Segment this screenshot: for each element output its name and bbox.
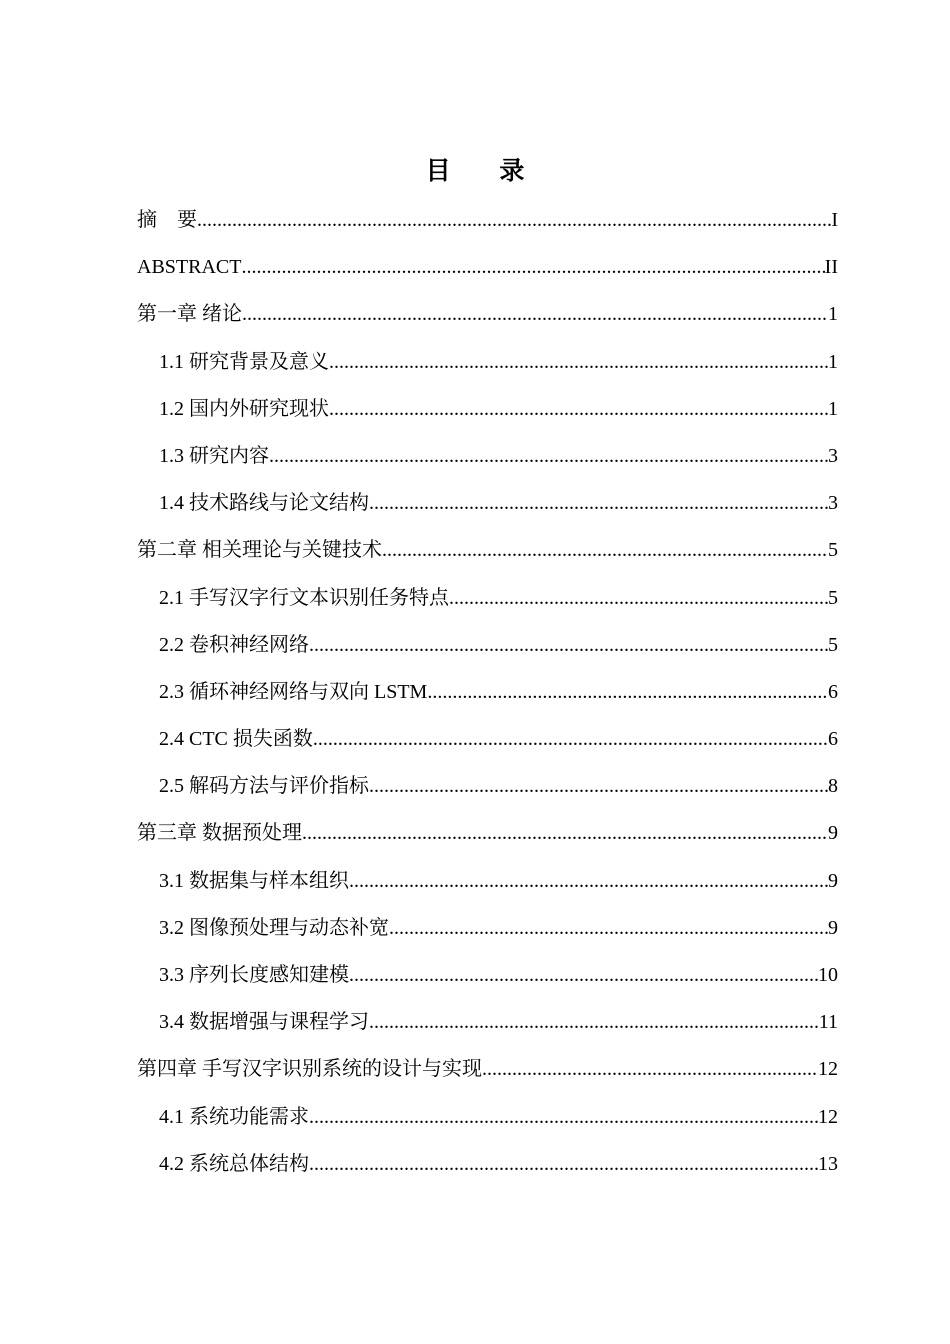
toc-entry-leader-dots (369, 999, 819, 1046)
toc-entry-leader-dots (369, 480, 828, 527)
toc-entry-leader-dots (329, 339, 828, 386)
toc-entry-page-number: 1 (828, 303, 838, 326)
toc-entry-page-number: 5 (828, 633, 838, 656)
toc-entry-label: 1.4 技术路线与论文结构 (159, 492, 369, 515)
toc-entry-leader-dots (389, 905, 828, 952)
toc-entry[interactable] (137, 1046, 838, 1093)
toc-entry-label: 第二章 相关理论与关键技术 (137, 539, 382, 562)
toc-entry-page-number: 9 (828, 869, 838, 892)
toc-entry-label: 2.4 CTC 损失函数 (159, 728, 313, 751)
toc-entry-leader-dots (309, 1141, 818, 1188)
toc-entry-label: 3.2 图像预处理与动态补宽 (159, 916, 389, 939)
toc-entry-page-number: 5 (828, 539, 838, 562)
toc-entry-leader-dots (242, 291, 828, 338)
toc-entry-label: 1.1 研究背景及意义 (159, 350, 329, 373)
toc-entry[interactable] (137, 575, 838, 622)
toc-entry-leader-dots (241, 244, 824, 291)
toc-entry-label: 2.2 卷积神经网络 (159, 633, 309, 656)
toc-entry-page-number: 11 (818, 1011, 838, 1034)
toc-entry[interactable] (137, 905, 838, 952)
toc-entry[interactable] (137, 999, 838, 1046)
toc-entry-label: 3.3 序列长度感知建模 (159, 964, 349, 986)
toc-entry-page-number: 12 (818, 1105, 838, 1128)
toc-entry-page-number: 1 (828, 397, 838, 420)
toc-entry-label: 摘 要 (137, 209, 197, 231)
toc-entry[interactable] (137, 480, 838, 527)
toc-entry-page-number: 8 (828, 775, 838, 798)
toc-entry-leader-dots (382, 527, 828, 574)
toc-list (137, 197, 838, 1188)
toc-entry-page-number: 3 (828, 444, 838, 467)
toc-entry-page-number: 3 (828, 492, 838, 515)
toc-entry[interactable] (137, 527, 838, 574)
toc-entry-label: 4.1 系统功能需求 (159, 1105, 309, 1128)
toc-entry-page-number: 13 (818, 1152, 838, 1175)
toc-entry-leader-dots (269, 433, 828, 480)
toc-entry-page-number: 6 (828, 728, 838, 751)
toc-entry[interactable] (137, 291, 838, 338)
toc-entry-leader-dots (309, 622, 828, 669)
toc-entry-label: 2.1 手写汉字行文本识别任务特点 (159, 586, 449, 609)
toc-entry[interactable] (137, 386, 838, 433)
toc-entry-page-number: 6 (828, 680, 838, 703)
toc-entry-label: 1.2 国内外研究现状 (159, 397, 329, 420)
toc-entry-page-number: 9 (828, 916, 838, 939)
toc-entry[interactable] (137, 858, 838, 905)
toc-entry-page-number: 1 (828, 350, 838, 373)
toc-entry[interactable] (137, 244, 838, 291)
toc-entry[interactable] (137, 669, 838, 716)
toc-entry[interactable] (137, 810, 838, 857)
toc-entry-leader-dots (329, 386, 828, 433)
toc-entry[interactable] (137, 622, 838, 669)
toc-entry-label: 3.1 数据集与样本组织 (159, 869, 349, 892)
toc-entry[interactable] (137, 763, 838, 810)
toc-entry[interactable] (137, 1094, 838, 1141)
toc-entry-label: 第四章 手写汉字识别系统的设计与实现 (137, 1058, 482, 1081)
toc-entry-leader-dots (349, 858, 828, 905)
toc-entry-leader-dots (302, 810, 828, 857)
toc-entry-label: 4.2 系统总体结构 (159, 1152, 309, 1175)
toc-entry-page-number: 9 (828, 822, 838, 845)
toc-entry-page-number: I (831, 209, 838, 231)
toc-title: 目 录 (425, 156, 545, 185)
toc-entry-label: 2.3 循环神经网络与双向 LSTM (159, 680, 428, 703)
toc-entry[interactable] (137, 197, 838, 244)
toc-entry-leader-dots (449, 575, 828, 622)
toc-entry[interactable] (137, 339, 838, 386)
toc-entry-leader-dots (313, 716, 828, 763)
toc-entry-label: 3.4 数据增强与课程学习 (159, 1011, 369, 1034)
toc-entry-leader-dots (349, 952, 818, 999)
toc-entry[interactable] (137, 1141, 838, 1188)
toc-entry-label: 2.5 解码方法与评价指标 (159, 775, 369, 798)
toc-entry-page-number: 12 (818, 1058, 838, 1081)
toc-entry-page-number: 5 (828, 586, 838, 609)
toc-entry-leader-dots (309, 1094, 818, 1141)
toc-entry-label: 第一章 绪论 (137, 303, 242, 326)
toc-entry-label: 1.3 研究内容 (159, 444, 269, 467)
toc-entry[interactable] (137, 433, 838, 480)
toc-entry-page-number: II (824, 256, 838, 279)
toc-entry-leader-dots (197, 197, 831, 244)
toc-entry-leader-dots (482, 1046, 818, 1093)
toc-entry[interactable] (137, 952, 838, 999)
toc-entry-label: 第三章 数据预处理 (137, 822, 302, 845)
toc-entry-label: ABSTRACT (137, 256, 242, 279)
toc-entry[interactable] (137, 716, 838, 763)
toc-entry-leader-dots (427, 669, 828, 716)
toc-entry-leader-dots (369, 763, 828, 810)
toc-entry-page-number: 10 (818, 964, 838, 986)
